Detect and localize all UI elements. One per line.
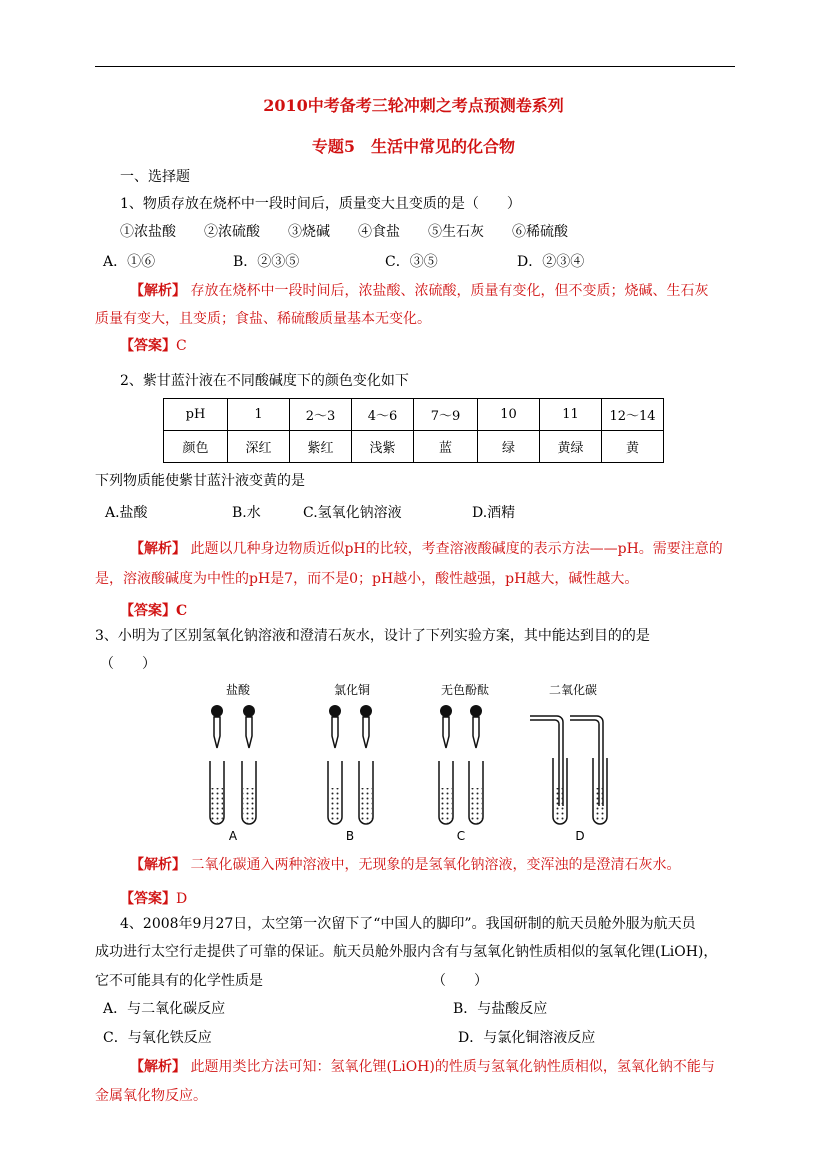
table-row-color <box>164 431 664 463</box>
q4-analysis-line-2: 金属氧化物反应。 <box>95 1088 207 1104</box>
q4-stem-line-3: 它不可能具有的化学性质是 <box>95 973 263 989</box>
table-cell: pH <box>164 399 228 431</box>
q2-analysis-line-1 <box>130 540 723 558</box>
table-cell: 7～9 <box>414 399 478 431</box>
answer-value: D <box>176 891 188 907</box>
q2-question: 下列物质能使紫甘蓝汁液变黄的是 <box>95 473 305 489</box>
test-tube-icon <box>242 761 256 824</box>
q1-analysis-line-1 <box>130 282 708 300</box>
table-cell: 深红 <box>228 431 290 463</box>
table-cell: 绿 <box>478 431 540 463</box>
q2-analysis-line-2: 是，溶液酸碱度为中性的pH是7，而不是0；pH越小，酸性越强，pH越大，碱性越大。 <box>95 571 639 587</box>
reagent-label-c: 无色酚酞 <box>440 683 490 697</box>
test-tube-icon <box>469 761 483 824</box>
q2-option-a: A.盐酸 <box>105 505 148 521</box>
answer-label: 【答案】 <box>120 603 176 619</box>
page-subtitle: 专题5 生活中常见的化合物 <box>311 137 516 156</box>
q3-answer <box>120 890 187 908</box>
q1-items: ①浓盐酸 ②浓硫酸 ③烧碱 ④食盐 ⑤生石灰 ⑥稀硫酸 <box>120 224 568 240</box>
q2-stem: 2、紫甘蓝汁液在不同酸碱度下的颜色变化如下 <box>120 373 409 389</box>
q1-option-a: A．①⑥ <box>103 254 156 270</box>
table-row-ph <box>164 399 664 431</box>
analysis-label: 【解析】 <box>130 283 186 299</box>
analysis-label: 【解析】 <box>130 541 186 557</box>
section-heading: 一、选择题 <box>120 169 190 185</box>
q4-option-d: D．与氯化铜溶液反应 <box>458 1030 596 1046</box>
q4-option-b: B．与盐酸反应 <box>453 1001 548 1017</box>
q4-analysis-line-1 <box>130 1058 715 1076</box>
table-cell: 10 <box>478 399 540 431</box>
figure-label-d: D <box>575 829 585 843</box>
table-cell: 紫红 <box>290 431 352 463</box>
figure-label-c: C <box>456 829 466 843</box>
q1-answer <box>120 337 187 355</box>
table-cell: 黄绿 <box>540 431 602 463</box>
analysis-label: 【解析】 <box>130 1059 186 1075</box>
test-tube-icon <box>593 758 607 824</box>
q1-analysis-line-2: 质量有变大，且变质；食盐、稀硫酸质量基本无变化。 <box>95 311 431 327</box>
test-tube-icon <box>553 758 567 824</box>
dropper-icon <box>360 705 372 748</box>
dropper-icon <box>470 705 482 748</box>
q3-stem: 3、小明为了区别氢氧化钠溶液和澄清石灰水，设计了下列实验方案，其中能达到目的的是 <box>95 628 650 644</box>
header-rule <box>95 66 735 67</box>
reagent-label-a: 盐酸 <box>225 683 251 697</box>
reagent-label-d: 二氧化碳 <box>548 683 598 697</box>
ph-color-table <box>163 398 664 463</box>
dropper-icon <box>440 705 452 748</box>
q3-paren: （ ） <box>100 656 156 672</box>
experiment-figure <box>200 676 640 846</box>
table-cell: 黄 <box>602 431 664 463</box>
answer-value: C <box>176 603 188 619</box>
table-cell: 1 <box>228 399 290 431</box>
q1-option-c: C．③⑤ <box>385 254 438 270</box>
q4-option-a: A．与二氧化碳反应 <box>103 1001 226 1017</box>
analysis-text: 此题用类比方法可知：氢氧化锂(LiOH)的性质与氢氧化钠性质相似，氢氧化钠不能与 <box>190 1059 715 1075</box>
q3-analysis-line-1 <box>130 856 680 874</box>
q4-stem-line-2: 成功进行太空行走提供了可靠的保证。航天员舱外服内含有与氢氧化钠性质相似的氢氧化锂(LiOH)， <box>95 944 718 960</box>
q2-option-b: B.水 <box>232 505 261 521</box>
q2-option-c: C.氢氧化钠溶液 <box>303 505 402 521</box>
analysis-label: 【解析】 <box>130 857 186 873</box>
q2-answer <box>120 602 187 620</box>
reagent-label-b: 氯化铜 <box>333 683 371 697</box>
table-cell: 颜色 <box>164 431 228 463</box>
table-cell: 蓝 <box>414 431 478 463</box>
answer-value: C <box>176 338 187 354</box>
dropper-icon <box>243 705 255 748</box>
q2-option-d: D.酒精 <box>472 505 516 521</box>
analysis-text: 二氧化碳通入两种溶液中，无现象的是氢氧化钠溶液，变浑浊的是澄清石灰水。 <box>190 857 681 873</box>
figure-label-a: A <box>228 829 238 843</box>
table-cell: 2～3 <box>290 399 352 431</box>
table-cell: 12～14 <box>602 399 664 431</box>
test-tube-icon <box>328 761 342 824</box>
answer-label: 【答案】 <box>120 338 176 354</box>
test-tube-icon <box>439 761 453 824</box>
table-cell: 浅紫 <box>352 431 414 463</box>
dropper-icon <box>211 705 223 748</box>
q1-stem: 1、物质存放在烧杯中一段时间后，质量变大且变质的是（ ） <box>120 196 521 212</box>
q1-option-d: D．②③④ <box>517 254 585 270</box>
figure-label-b: B <box>345 829 355 843</box>
page-title: 2010中考备考三轮冲刺之考点预测卷系列 <box>263 96 564 115</box>
q4-stem-line-1: 4、2008年9月27日，太空第一次留下了“中国人的脚印”。我国研制的航天员舱外服为航天员 <box>120 916 696 932</box>
dropper-icon <box>329 705 341 748</box>
test-tube-icon <box>359 761 373 824</box>
q4-paren: （ ） <box>432 973 488 989</box>
analysis-text: 此题以几种身边物质近似pH的比较，考查溶液酸碱度的表示方法——pH。需要注意的 <box>190 541 723 557</box>
q4-option-c: C．与氧化铁反应 <box>103 1030 212 1046</box>
test-tube-icon <box>210 761 224 824</box>
answer-label: 【答案】 <box>120 891 176 907</box>
table-cell: 4～6 <box>352 399 414 431</box>
table-cell: 11 <box>540 399 602 431</box>
analysis-text: 存放在烧杯中一段时间后，浓盐酸、浓硫酸，质量有变化，但不变质；烧碱、生石灰 <box>190 283 709 299</box>
q1-option-b: B．②③⑤ <box>233 254 300 270</box>
